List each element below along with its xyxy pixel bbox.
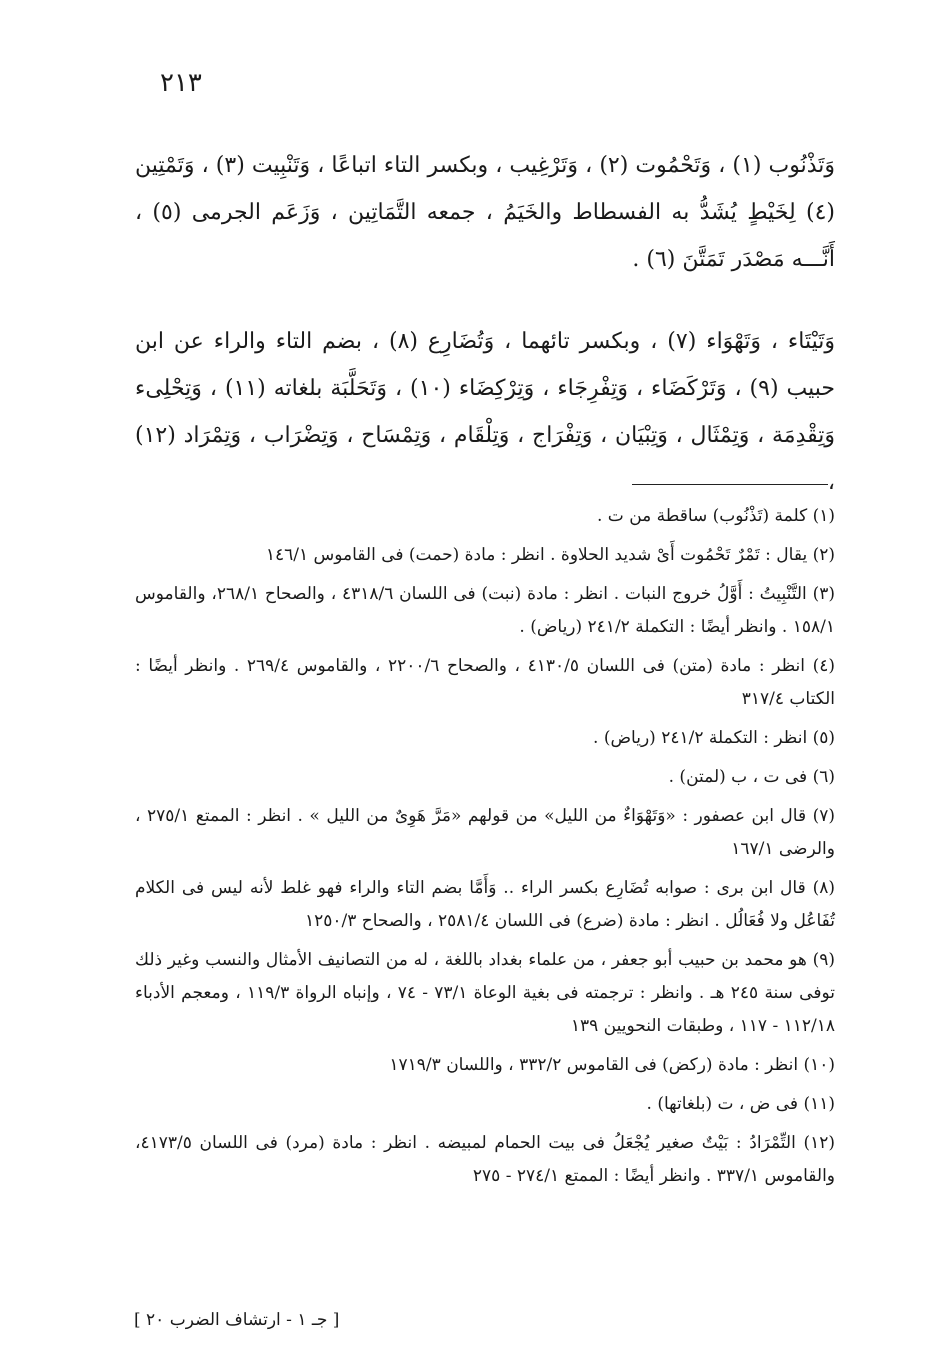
footnote-11: (١١) فى ض ، ت (بلغاتها) . <box>646 1094 835 1114</box>
footnote-8: (٨) قال ابن برى : صوابه تُضَارِع بكسر الراء .. وَأَمَّا بضم التاء والراء فهو غلط لأنه ليس فى الكلام تُفَاعُل ولا فُعَالُل . انظر : مادة (ضرع) فى اللسان ٢٥٨١/٤ ، والصحاح ١٢٥٠/٣ <box>135 878 835 931</box>
footnote-3: (٣) التَّنْبِيتُ : أَوَّلُ خروج النبات . انظر : مادة (نبت) فى اللسان ٤٣١٨/٦ ، والصحاح ٢٦٨/١، والقاموس ١٥٨/١ . وانظر أيضًا : التكملة ٢٤١/٢ (رياض) . <box>135 584 835 637</box>
footnote-separator <box>632 484 828 485</box>
footnote-2: (٢) يقال : تَمْرٌ تَحْمُوت أَىْ شديد الحلاوة . انظر : مادة (حمت) فى القاموس ١٤٦/١ <box>265 545 835 565</box>
footnote-1: (١) كلمة (تَذْنُوب) ساقطة من ت . <box>596 506 835 526</box>
body-paragraph-2: وَتَيْتَاء ، وَتَهْوَاء (٧) ، وبكسر تائهما ، وَتُضَارِع (٨) ، بضم التاء والراء عن ابن حبيب (٩) ، وَتَرْكَضَاء ، وَتِفْرِجَاء ، وَتِرْكِضَاء (١٠) ، وَتَحَلَّبَة بلغاته (١١) ، وَتِحْلِىء وَتِقْدِمَة ، وَتِمْثَال ، وَتِبْيَان ، وَتِفْرَاج ، وَتِلْقَام ، وَتِمْسَاح ، وَتِضْرَاب ، وَتِمْرَاد (١٢) ، <box>135 329 835 495</box>
footnote-7: (٧) قال ابن عصفور : «وَتَهْوَاءٌ من الليل» من قولهم «مَرَّ هَوِىٌ من الليل » . انظر : الممتع ٢٧٥/١ ، والرضى ١٦٧/١ <box>135 806 836 859</box>
page-number: ٢١٣ <box>160 68 202 98</box>
body-paragraph-1: وَتَذْنُوب (١) ، وَتَحْمُوت (٢) ، وَتَرْغِيب ، وبكسر التاء اتباعًا ، وَتَنْبِيت (٣) ، وَتَمْتِين (٤) لِخَيْطٍ يُشَدُّ به الفسطاط والخَيَمُ ، جمعه التَّمَاتِين ، وَزَعَم الجرمى (٥) ، أَنَّـــه مَصْدَر تَمَتَّنَ (٦) . <box>135 153 836 272</box>
footnote-6: (٦) فى ت ، ب (لمتن) . <box>668 767 835 787</box>
footnote-12: (١٢) التِّمْرَادُ : بَيْتٌ صغير يُجْعَلُ فى بيت الحمام لمبيضه . انظر : مادة (مرد) فى اللسان ٤١٧٣/٥، والقاموس ٣٣٧/١ . وانظر أيضًا : الممتع ٢٧٤/١ - ٢٧٥ <box>135 1133 835 1186</box>
footnote-4: (٤) انظر : مادة (متن) فى اللسان ٤١٣٠/٥ ، والصحاح ٢٢٠٠/٦ ، والقاموس ٢٦٩/٤ . وانظر أيضًا : الكتاب ٣١٧/٤ <box>135 656 835 709</box>
footnote-5: (٥) انظر : التكملة ٢٤١/٢ (رياض) . <box>593 728 835 748</box>
page-footer: [ جـ ١ - ارتشاف الضرب ٢٠ ] <box>134 1310 340 1330</box>
footnotes-section <box>135 500 835 1199</box>
footnote-9: (٩) هو محمد بن حبيب أبو جعفر ، من علماء بغداد باللغة ، له من التصانيف الأمثال والنسب وغير ذلك توفى سنة ٢٤٥ هـ . وانظر : ترجمته فى بغية الوعاة ٧٣/١ - ٧٤ ، وإنباه الرواة ١١٩/٣ ، ومعجم الأدباء ١١٢/١٨ - ١١٧ ، وطبقات النحويين ١٣٩ <box>135 950 835 1036</box>
footnote-10: (١٠) انظر : مادة (ركض) فى القاموس ٣٣٢/٢ ، واللسان ١٧١٩/٣ <box>389 1055 835 1075</box>
